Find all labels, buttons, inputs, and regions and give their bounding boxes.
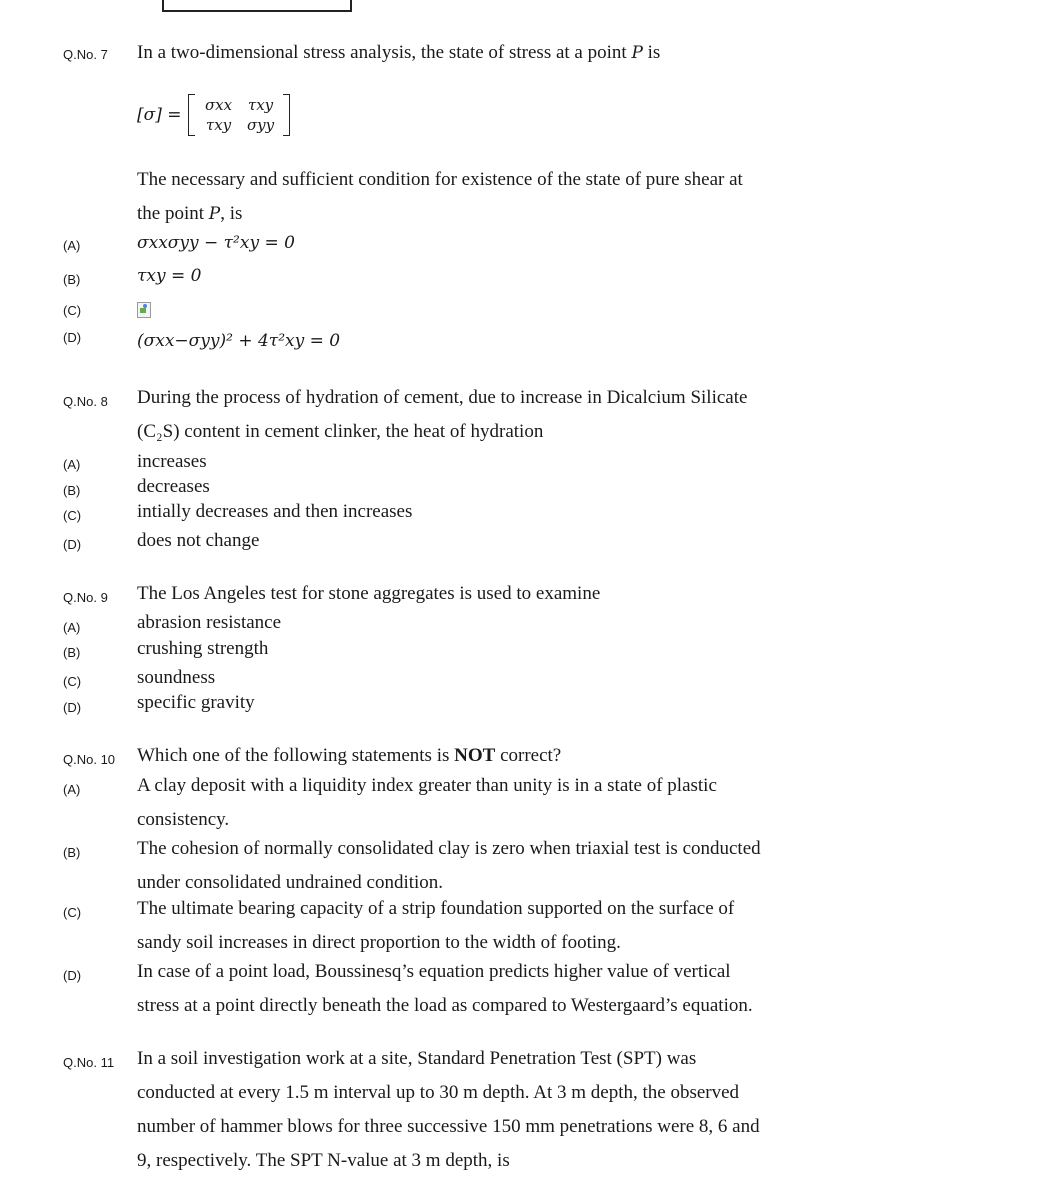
option-text[interactable]: soundness — [137, 667, 216, 688]
option-text[interactable]: increases — [137, 451, 207, 472]
option-text[interactable]: does not change — [137, 530, 260, 551]
option-text-cont: consistency. — [137, 809, 230, 830]
left-bracket — [188, 94, 195, 136]
question-stem: number of hammer blows for three successive 150 mm penetrations were 8, 6 and — [137, 1116, 760, 1137]
option-text-cont: under consolidated undrained condition. — [137, 872, 444, 893]
question-stem: In a two-dimensional stress analysis, the state of stress at a point P is — [137, 42, 661, 63]
option-key: (C) — [63, 905, 82, 920]
question-stem: During the process of hydration of cement, due to increase in Dicalcium Silicate — [137, 387, 748, 408]
option-text[interactable]: The ultimate bearing capacity of a strip foundation supported on the surface of — [137, 898, 735, 919]
option-key: (B) — [63, 272, 81, 287]
question-number: Q.No. 9 — [63, 590, 108, 605]
option-key: (B) — [63, 645, 81, 660]
option-text[interactable]: decreases — [137, 476, 210, 497]
option-key: (D) — [63, 330, 82, 345]
stress-matrix: [σ] = σxx τxy τxy σyy — [137, 94, 290, 136]
option-text[interactable]: intially decreases and then increases — [137, 501, 413, 522]
option-key: (A) — [63, 238, 81, 253]
option-text[interactable]: specific gravity — [137, 692, 255, 713]
option-key: (D) — [63, 968, 82, 983]
question-stem: In a soil investigation work at a site, Standard Penetration Test (SPT) was — [137, 1048, 697, 1069]
option-text[interactable]: The cohesion of normally consolidated clay is zero when triaxial test is conducted — [137, 838, 761, 859]
broken-image-icon[interactable] — [137, 302, 153, 318]
option-key: (B) — [63, 845, 81, 860]
matrix-cell: σyy — [246, 116, 275, 134]
right-bracket — [283, 94, 290, 136]
option-text[interactable]: In case of a point load, Boussinesq’s equation predicts higher value of vertical — [137, 961, 731, 982]
option-text-cont: stress at a point directly beneath the load as compared to Westergaard’s equation. — [137, 995, 753, 1016]
question-stem: The Los Angeles test for stone aggregates is used to examine — [137, 583, 601, 604]
question-text: the point P, is — [137, 203, 243, 224]
option-key: (A) — [63, 620, 81, 635]
question-stem: Which one of the following statements is NOT correct? — [137, 745, 562, 766]
option-text[interactable]: A clay deposit with a liquidity index greater than unity is in a state of plastic — [137, 775, 717, 796]
question-stem: (C₂S) content in cement clinker, the heat of hydration — [137, 421, 544, 442]
option-key: (C) — [63, 674, 82, 689]
option-text-cont: sandy soil increases in direct proportion to the width of footing. — [137, 932, 621, 953]
option-key: (D) — [63, 700, 82, 715]
option-key: (C) — [63, 303, 82, 318]
option-key: (A) — [63, 782, 81, 797]
question-stem: 9, respectively. The SPT N-value at 3 m depth, is — [137, 1150, 510, 1171]
option-key: (C) — [63, 508, 82, 523]
option-key: (B) — [63, 483, 81, 498]
matrix-cell: τxy — [205, 116, 232, 134]
matrix-cell: τxy — [247, 96, 274, 114]
option-text[interactable]: crushing strength — [137, 638, 269, 659]
matrix-cell: σxx — [204, 96, 233, 114]
question-number: Q.No. 7 — [63, 47, 108, 62]
question-number: Q.No. 8 — [63, 394, 108, 409]
question-number: Q.No. 11 — [63, 1055, 115, 1070]
option-b-formula[interactable]: τxy = 0 — [137, 266, 202, 286]
question-number: Q.No. 10 — [63, 752, 116, 767]
option-key: (D) — [63, 537, 82, 552]
option-d-formula[interactable]: (σxx−σyy)² + 4τ²xy = 0 — [137, 331, 341, 351]
option-a-formula[interactable]: σxxσyy − τ²xy = 0 — [137, 233, 295, 253]
option-key: (A) — [63, 457, 81, 472]
previous-answer-box — [162, 0, 352, 12]
question-stem: conducted at every 1.5 m interval up to 30 m depth. At 3 m depth, the observed — [137, 1082, 740, 1103]
question-text: The necessary and sufficient condition for existence of the state of pure shear at — [137, 169, 743, 190]
option-text[interactable]: abrasion resistance — [137, 612, 282, 633]
